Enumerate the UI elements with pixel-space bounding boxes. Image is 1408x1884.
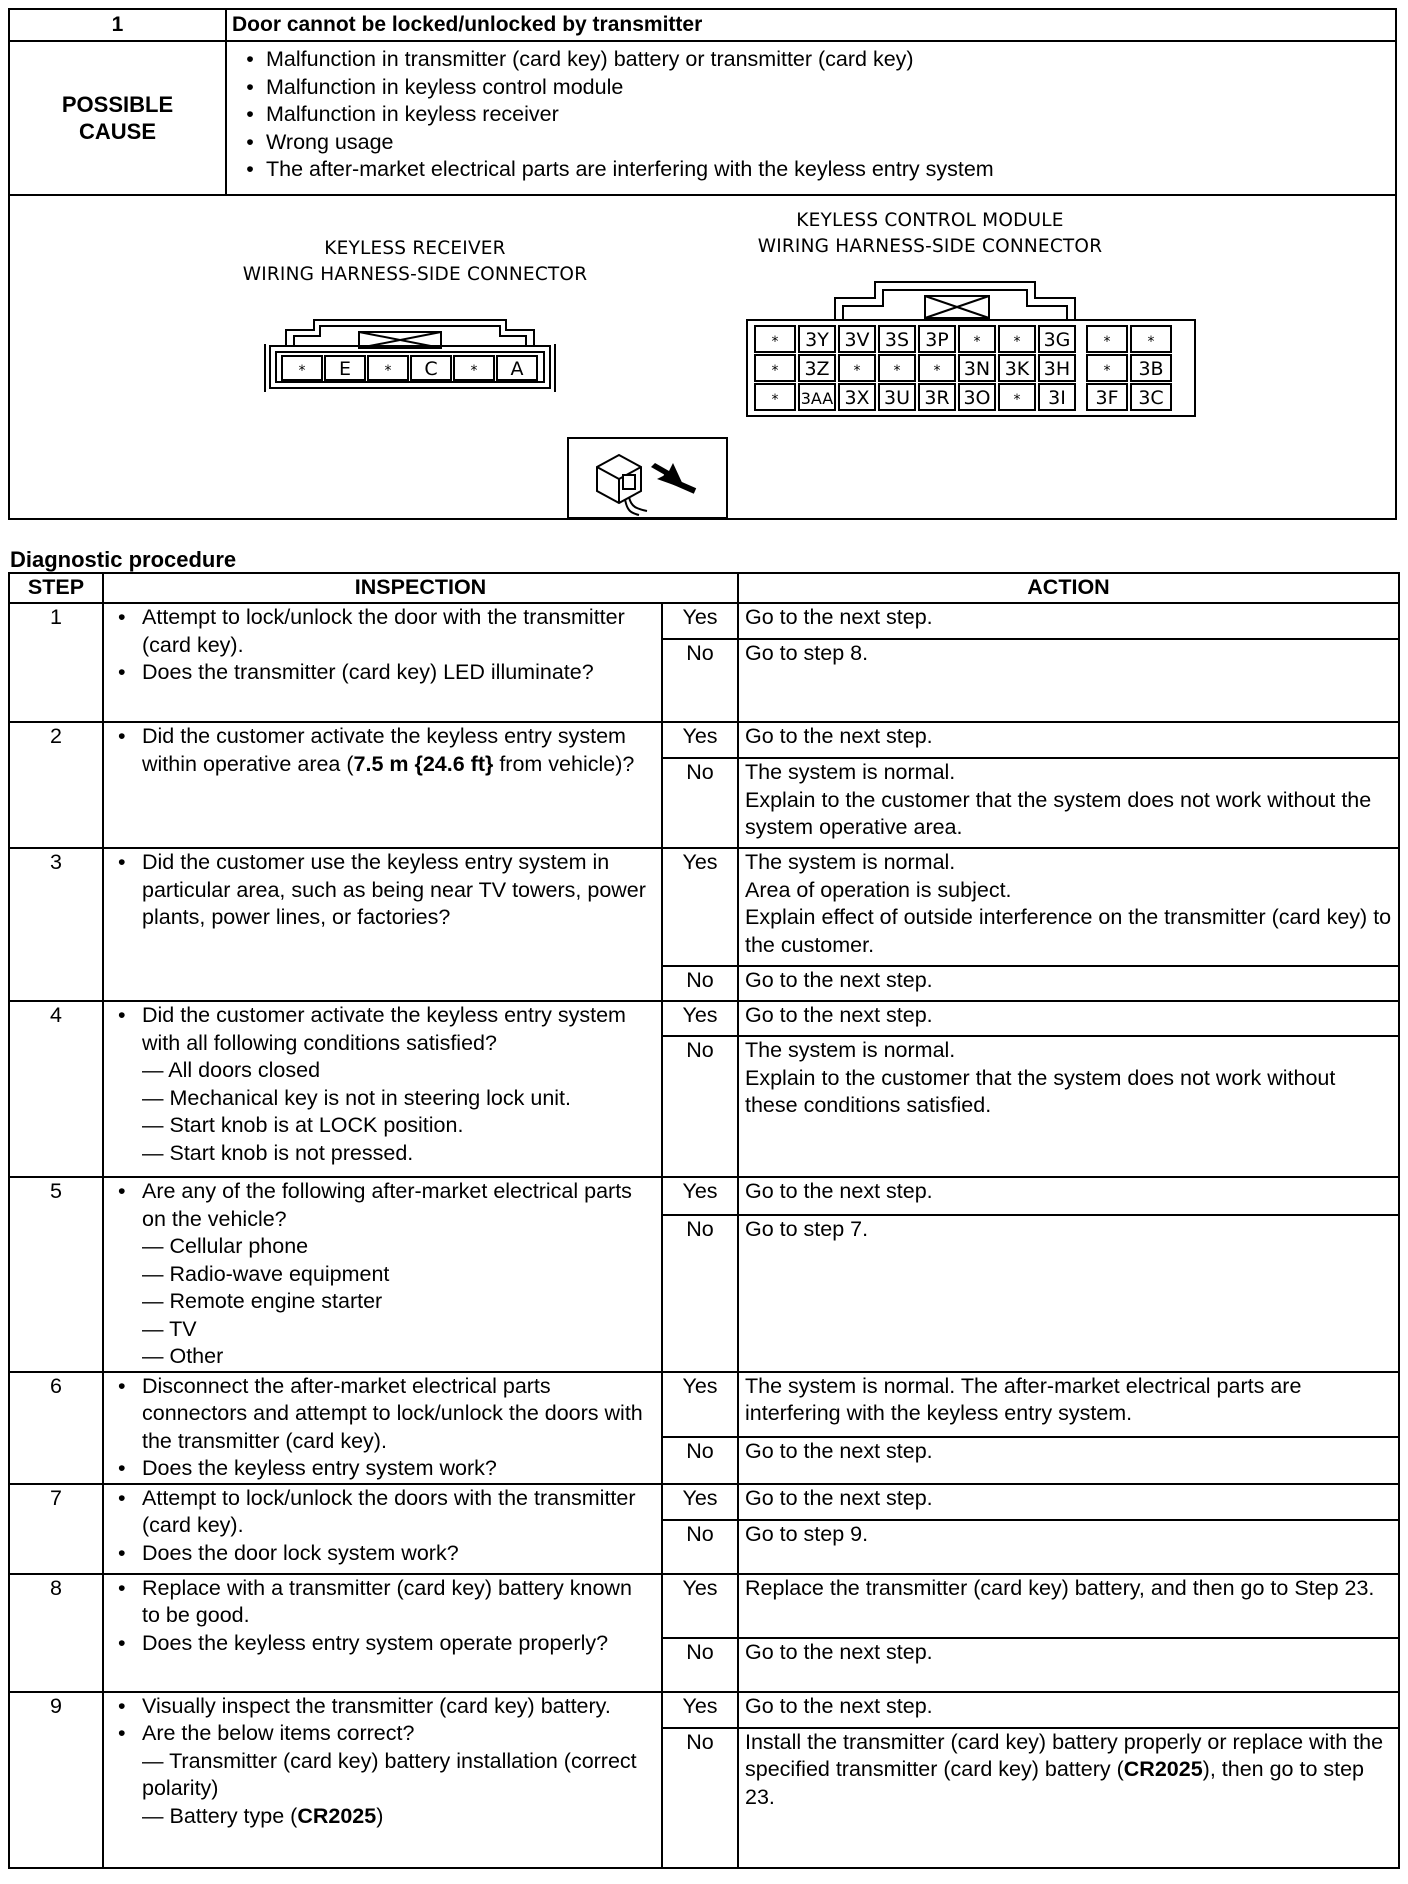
no-label: No [662,1728,738,1868]
inspection-item [110,723,655,778]
possible-cause-label [10,42,227,194]
yes-action: Go to the next step. [738,722,1399,758]
procedure-row [9,1692,1399,1728]
receiver-pin-label: E [338,358,352,380]
possible-cause-list [234,46,994,184]
module-pin-label: * [933,363,941,379]
no-label: No [662,639,738,722]
module-pin-label: 3B [1138,358,1164,380]
yes-label: Yes [662,722,738,758]
no-label: No [662,1437,738,1484]
no-label: No [662,1638,738,1692]
symptom-number: 1 [10,10,227,40]
diagnostic-procedure-table [8,572,1400,1869]
step-number: 6 [9,1372,103,1484]
receiver-connector-title [200,236,630,288]
receiver-pin-label: * [384,363,392,379]
inspection-item: • Visually inspect the transmitter (card key) battery. [110,1693,655,1721]
aftermarket-part-item: — Other [142,1344,224,1368]
no-action [738,1728,1399,1868]
yes-label: Yes [662,603,738,639]
procedure-header-row [9,573,1399,603]
yes-label: Yes [662,1001,738,1036]
yes-action: Go to the next step. [738,1177,1399,1215]
possible-cause-row [10,42,1395,196]
no-label: No [662,966,738,1001]
no-action: Go to the next step. [738,1437,1399,1484]
procedure-row [9,1001,1399,1036]
diagnostic-procedure-title: Diagnostic procedure [10,547,237,572]
inspection-item [110,1178,655,1371]
module-pin-label: * [1147,334,1155,350]
module-pin-label: * [1103,363,1111,379]
procedure-row [9,848,1399,966]
connector-inspection-icon [567,437,728,519]
yes-action: Go to the next step. [738,1692,1399,1728]
module-title-line2: WIRING HARNESS-SIDE CONNECTOR [757,236,1103,257]
cause-item: • The after-market electrical parts are interfering with the keyless entry system [234,156,994,184]
module-connector-title [710,208,1150,260]
inspection-item: • Does the door lock system work? [110,1540,655,1568]
inspection-item: • Disconnect the after-market electrical parts connectors and attempt to lock/unlock the doors with the transmitter (card key). [110,1373,655,1456]
action-column-header: ACTION [738,573,1399,603]
module-pin-label: 3X [844,387,870,409]
inspection-cell [103,1484,662,1574]
module-pin-label: * [893,363,901,379]
procedure-row [9,1177,1399,1215]
yes-label: Yes [662,1574,738,1638]
check-item: — Transmitter (card key) battery installation (correct polarity) [142,1748,637,1800]
inspection-item [110,1720,655,1830]
receiver-connector-drawing [260,304,560,404]
inspection-cell [103,848,662,1001]
symptom-header [10,10,1395,42]
inspection-cell [103,722,662,848]
module-pin-label: 3I [1048,387,1066,409]
action-text: ), then go to step 23. [745,1757,1365,1809]
no-label: No [662,1036,738,1177]
inspection-cell [103,1692,662,1868]
module-pin-label: 3S [884,329,910,351]
check-item-text: ) [376,1803,384,1828]
aftermarket-part-item: — Radio-wave equipment [142,1261,390,1286]
inspection-item: • Does the keyless entry system work? [110,1455,655,1483]
yes-action: Go to the next step. [738,1484,1399,1520]
inspection-cell [103,1177,662,1372]
yes-label: Yes [662,1372,738,1437]
inspection-item [110,1002,655,1167]
module-pin-label: * [1103,334,1111,350]
possible-cause-label-line1: POSSIBLE [61,92,174,117]
battery-type-value: CR2025 [1123,1757,1203,1781]
yes-action: The system is normal. The after-market electrical parts are interfering with the keyless entry system. [738,1372,1399,1437]
inspection-cell [103,603,662,722]
module-pin-label: 3O [963,387,991,409]
inspection-item: • Does the transmitter (card key) LED illuminate? [110,659,655,687]
module-pin-label: 3R [924,387,950,409]
cause-item: • Malfunction in keyless control module [234,74,994,102]
module-pin-label: * [973,334,981,350]
module-pin-label: 3K [1004,358,1030,380]
yes-action: Go to the next step. [738,603,1399,639]
no-action: Go to the next step. [738,1638,1399,1692]
connector-diagram-area [10,196,1395,518]
symptom-title: Door cannot be locked/unlocked by transmitter [232,13,703,36]
condition-item: — Start knob is not pressed. [142,1140,414,1165]
yes-action: The system is normal. Area of operation is subject. Explain effect of outside interference on the transmitter (card key) to the customer. [738,848,1399,966]
module-pin-label: 3V [844,329,870,351]
procedure-row [9,1484,1399,1520]
receiver-pin-label: * [470,363,478,379]
inspection-text: Did the customer activate the keyless entry system within operative area ( [142,724,626,776]
yes-action: Go to the next step. [738,1001,1399,1036]
cause-item: • Malfunction in transmitter (card key) battery or transmitter (card key) [234,46,994,74]
step-number: 2 [9,722,103,848]
module-pin-label: 3P [925,329,949,351]
receiver-pin-label: * [298,363,306,379]
inspection-text: from vehicle)? [493,751,635,776]
no-label: No [662,1215,738,1371]
condition-item: — Mechanical key is not in steering lock unit. [142,1085,572,1110]
step-number: 4 [9,1001,103,1177]
symptom-table [8,8,1397,520]
no-label: No [662,1520,738,1574]
module-pin-label: 3F [1095,387,1119,409]
module-pin-label: 3C [1138,387,1164,409]
module-pin-label: 3G [1043,329,1071,351]
check-item-text: — Battery type ( [142,1803,298,1828]
step-number: 3 [9,848,103,1001]
module-pin-label: * [771,334,779,350]
inspection-cell [103,1001,662,1177]
inspection-cell [103,1574,662,1692]
no-action: The system is normal. Explain to the customer that the system does not work without the system operative area. [738,758,1399,848]
no-label: No [662,758,738,848]
aftermarket-part-item: — Remote engine starter [142,1289,383,1313]
inspection-text: Did the customer activate the keyless entry system with all following conditions satisfied? [142,1003,626,1055]
module-pin-label: * [1013,392,1021,408]
step-column-header: STEP [9,573,103,603]
aftermarket-part-item: — Cellular phone [142,1234,309,1258]
step-number: 7 [9,1484,103,1574]
yes-label: Yes [662,1484,738,1520]
inspection-item: • Did the customer use the keyless entry system in particular area, such as being near TV towers, power plants, power lines, or factories? [110,849,655,932]
module-title-line1: KEYLESS CONTROL MODULE [796,210,1064,231]
yes-label: Yes [662,848,738,966]
no-action: The system is normal. Explain to the customer that the system does not work without these conditions satisfied. [738,1036,1399,1177]
step-number: 1 [9,603,103,722]
yes-label: Yes [662,1692,738,1728]
receiver-pin-label: A [510,358,524,380]
receiver-title-line1: KEYLESS RECEIVER [324,238,506,259]
inspection-cell [103,1372,662,1484]
procedure-row [9,603,1399,639]
cause-item: • Wrong usage [234,129,994,157]
step-number: 5 [9,1177,103,1372]
procedure-row [9,722,1399,758]
battery-type-value: CR2025 [297,1803,377,1828]
inspection-item: • Replace with a transmitter (card key) battery known to be good. [110,1575,655,1630]
inspection-column-header: INSPECTION [103,573,738,603]
action-text: Install the transmitter (card key) battery properly or replace with the specified transmitter (card key) battery ( [745,1729,1384,1781]
condition-item: — All doors closed [142,1058,321,1082]
receiver-pin-label: C [424,358,438,380]
module-pin-label: 3AA [800,389,834,408]
procedure-row [9,1372,1399,1437]
check-item [142,1803,655,1831]
module-pin-label: 3U [884,387,910,409]
no-action: Go to step 8. [738,639,1399,722]
inspection-item: • Attempt to lock/unlock the doors with the transmitter (card key). [110,1485,655,1540]
module-pin-label: * [1013,334,1021,350]
inspection-text: Are any of the following after-market electrical parts on the vehicle? [142,1179,632,1231]
module-pin-label: 3Z [804,358,830,380]
cause-item: • Malfunction in keyless receiver [234,101,994,129]
inspection-item: • Does the keyless entry system operate properly? [110,1630,655,1658]
module-pin-label: * [771,392,779,408]
module-pin-label: * [771,363,779,379]
module-pin-label: 3N [963,358,991,380]
no-action: Go to step 7. [738,1215,1399,1371]
module-pin-label: 3H [1043,358,1071,380]
yes-action: Replace the transmitter (card key) battery, and then go to Step 23. [738,1574,1399,1638]
no-action: Go to step 9. [738,1520,1399,1574]
no-action: Go to the next step. [738,966,1399,1001]
condition-item: — Start knob is at LOCK position. [142,1113,464,1137]
procedure-row [9,1574,1399,1638]
inspection-item: • Attempt to lock/unlock the door with the transmitter (card key). [110,604,655,659]
aftermarket-part-item: — TV [142,1316,197,1341]
module-pin-label: * [853,363,861,379]
step-number: 8 [9,1574,103,1692]
inspection-text: Are the below items correct? [142,1721,415,1745]
yes-label: Yes [662,1177,738,1215]
receiver-title-line2: WIRING HARNESS-SIDE CONNECTOR [242,264,588,285]
step-number: 9 [9,1692,103,1868]
possible-cause-label-line2: CAUSE [78,119,156,144]
operative-distance-value: 7.5 m {24.6 ft} [353,751,494,776]
module-pin-label: 3Y [805,329,829,351]
module-connector-drawing [735,262,1205,422]
